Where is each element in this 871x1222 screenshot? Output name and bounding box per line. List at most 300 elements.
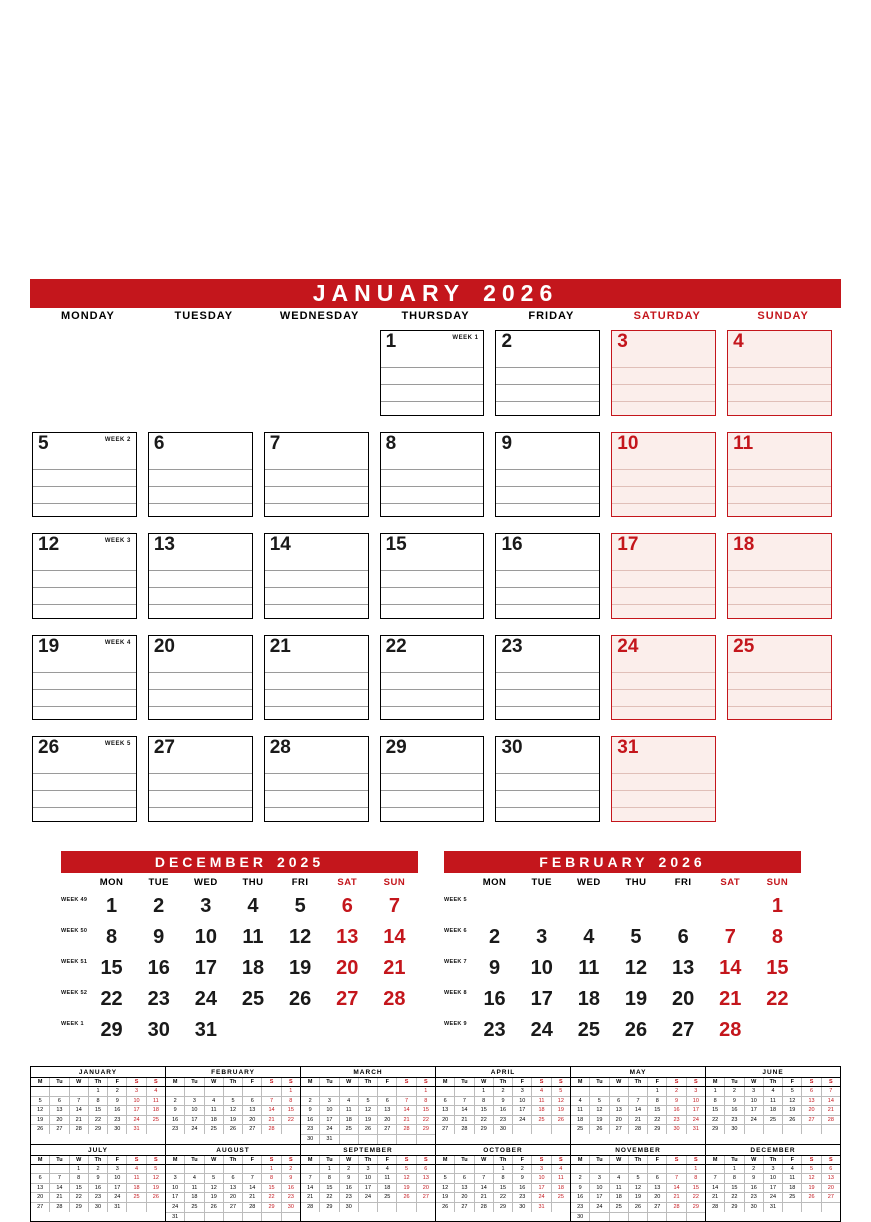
year-strip-day[interactable]: 5 [783, 1087, 802, 1097]
year-strip-month[interactable] [436, 1067, 571, 1144]
year-strip-day[interactable]: 26 [629, 1203, 648, 1213]
year-strip-day[interactable]: 5 [590, 1097, 609, 1107]
year-strip-day[interactable]: 28 [70, 1125, 89, 1134]
year-strip-day[interactable]: 9 [108, 1097, 127, 1107]
year-strip-day[interactable]: 1 [262, 1165, 281, 1175]
day-cell[interactable] [378, 633, 494, 735]
year-strip-day[interactable]: 22 [320, 1193, 339, 1203]
year-strip-day[interactable]: 11 [783, 1174, 802, 1184]
year-strip-day[interactable]: 13 [455, 1184, 474, 1194]
year-strip-day[interactable]: 11 [127, 1174, 146, 1184]
year-strip-day[interactable]: 4 [185, 1174, 204, 1184]
year-strip-day[interactable]: 19 [436, 1193, 455, 1203]
year-strip-day[interactable]: 14 [262, 1106, 281, 1116]
year-strip-day[interactable]: 24 [166, 1203, 185, 1213]
year-strip-day[interactable]: 13 [224, 1184, 243, 1194]
year-strip-day[interactable]: 20 [610, 1116, 629, 1126]
mini-day[interactable]: 7 [388, 895, 400, 917]
mini-day[interactable]: 1 [106, 895, 118, 917]
year-strip-day[interactable]: 30 [89, 1203, 108, 1212]
year-strip-day[interactable]: 10 [590, 1184, 609, 1194]
year-strip-day[interactable]: 22 [70, 1193, 89, 1203]
year-strip-day[interactable]: 9 [571, 1184, 590, 1194]
year-strip-day[interactable]: 1 [320, 1165, 339, 1175]
mini-day[interactable]: 8 [106, 926, 118, 948]
year-strip-day[interactable]: 8 [475, 1097, 494, 1107]
mini-day[interactable]: 6 [677, 926, 689, 948]
year-strip-day[interactable]: 11 [532, 1097, 551, 1107]
year-strip-day[interactable]: 3 [687, 1087, 705, 1097]
day-cell[interactable] [609, 734, 725, 836]
year-strip-day[interactable]: 4 [378, 1165, 397, 1175]
year-strip-day[interactable]: 7 [667, 1174, 686, 1184]
year-strip-day[interactable]: 14 [455, 1106, 474, 1116]
year-strip-day[interactable]: 12 [397, 1174, 416, 1184]
year-strip-day[interactable]: 6 [224, 1174, 243, 1184]
year-strip-day[interactable]: 11 [571, 1106, 590, 1116]
year-strip-day[interactable]: 7 [301, 1174, 320, 1184]
year-strip-day[interactable]: 20 [436, 1116, 455, 1126]
year-strip-day[interactable]: 9 [745, 1174, 764, 1184]
year-strip-day[interactable]: 9 [513, 1174, 532, 1184]
year-strip-day[interactable]: 18 [378, 1184, 397, 1194]
year-strip-day[interactable]: 4 [764, 1087, 783, 1097]
year-strip-month[interactable] [301, 1067, 436, 1144]
year-strip-day[interactable]: 10 [359, 1174, 378, 1184]
year-strip-day[interactable]: 25 [185, 1203, 204, 1213]
day-cell[interactable] [378, 734, 494, 836]
day-cell[interactable] [725, 328, 841, 430]
year-strip-day[interactable]: 25 [610, 1203, 629, 1213]
year-strip-day[interactable]: 31 [108, 1203, 127, 1212]
year-strip-day[interactable]: 2 [301, 1097, 320, 1107]
year-strip-day[interactable]: 10 [532, 1174, 551, 1184]
year-strip-day[interactable]: 30 [725, 1125, 744, 1134]
year-strip-day[interactable]: 25 [532, 1116, 551, 1126]
year-strip-day[interactable]: 25 [552, 1193, 570, 1203]
year-strip-day[interactable]: 11 [610, 1184, 629, 1194]
year-strip-day[interactable]: 13 [243, 1106, 262, 1116]
year-strip-day[interactable]: 3 [513, 1087, 532, 1097]
year-strip-day[interactable]: 23 [745, 1193, 764, 1203]
year-strip-day[interactable]: 9 [282, 1174, 300, 1184]
year-strip-day[interactable]: 16 [513, 1184, 532, 1194]
year-strip-day[interactable]: 5 [147, 1165, 165, 1175]
year-strip-day[interactable]: 28 [243, 1203, 262, 1213]
mini-day[interactable]: 19 [289, 957, 312, 979]
year-strip-day[interactable]: 13 [436, 1106, 455, 1116]
year-strip-day[interactable]: 4 [783, 1165, 802, 1175]
year-strip-day[interactable]: 19 [802, 1184, 821, 1194]
day-cell[interactable] [609, 633, 725, 735]
year-strip-day[interactable]: 25 [783, 1193, 802, 1203]
year-strip-day[interactable]: 26 [31, 1125, 50, 1134]
year-strip-day[interactable]: 13 [802, 1097, 821, 1107]
year-strip-day[interactable]: 15 [417, 1106, 435, 1116]
year-strip-day[interactable]: 23 [667, 1116, 686, 1126]
year-strip-day[interactable]: 30 [513, 1203, 532, 1212]
year-strip-day[interactable]: 16 [745, 1184, 764, 1194]
year-strip-day[interactable]: 17 [745, 1106, 764, 1116]
mini-day[interactable]: 16 [147, 957, 170, 979]
year-strip-day[interactable]: 29 [725, 1203, 744, 1212]
year-strip-month[interactable] [166, 1067, 301, 1144]
year-strip-month[interactable] [571, 1067, 706, 1144]
year-strip-day[interactable]: 6 [417, 1165, 435, 1175]
year-strip-day[interactable]: 3 [590, 1174, 609, 1184]
year-strip-day[interactable]: 25 [127, 1193, 146, 1203]
mini-day[interactable]: 4 [583, 926, 595, 948]
mini-day[interactable]: 20 [336, 957, 359, 979]
year-strip-day[interactable]: 21 [262, 1116, 281, 1126]
year-strip-day[interactable]: 2 [282, 1165, 300, 1175]
year-strip-day[interactable]: 24 [745, 1116, 764, 1126]
year-strip-day[interactable]: 9 [166, 1106, 185, 1116]
year-strip-day[interactable]: 21 [301, 1193, 320, 1203]
year-strip-day[interactable]: 15 [475, 1106, 494, 1116]
year-strip-day[interactable]: 20 [455, 1193, 474, 1203]
year-strip-day[interactable]: 18 [147, 1106, 165, 1116]
year-strip-day[interactable]: 26 [552, 1116, 570, 1126]
year-strip-day[interactable]: 30 [301, 1135, 320, 1144]
year-strip-day[interactable]: 1 [475, 1087, 494, 1097]
year-strip-day[interactable]: 17 [687, 1106, 705, 1116]
year-strip-day[interactable]: 6 [455, 1174, 474, 1184]
year-strip-day[interactable]: 24 [532, 1193, 551, 1203]
mini-day[interactable]: 17 [530, 988, 553, 1010]
mini-day[interactable]: 2 [489, 926, 501, 948]
year-strip-day[interactable]: 24 [764, 1193, 783, 1203]
year-strip-day[interactable]: 18 [340, 1116, 359, 1126]
year-strip-day[interactable]: 5 [552, 1087, 570, 1097]
year-strip-day[interactable]: 25 [147, 1116, 165, 1126]
year-strip-day[interactable]: 27 [417, 1193, 435, 1203]
year-strip-day[interactable]: 30 [667, 1125, 686, 1134]
year-strip-day[interactable]: 14 [243, 1184, 262, 1194]
year-strip-day[interactable]: 16 [166, 1116, 185, 1126]
day-cell[interactable] [493, 328, 609, 430]
year-strip-day[interactable]: 7 [475, 1174, 494, 1184]
year-strip-month[interactable] [706, 1145, 840, 1222]
year-strip-day[interactable]: 31 [320, 1135, 339, 1144]
mini-day[interactable]: 5 [630, 926, 642, 948]
day-cell[interactable] [378, 531, 494, 633]
year-strip-day[interactable]: 2 [108, 1087, 127, 1097]
mini-day[interactable]: 26 [624, 1019, 648, 1041]
mini-day[interactable]: 13 [336, 926, 359, 948]
year-strip-day[interactable]: 21 [706, 1193, 725, 1203]
year-strip-day[interactable]: 1 [70, 1165, 89, 1175]
year-strip-day[interactable]: 27 [31, 1203, 50, 1212]
year-strip-day[interactable]: 13 [648, 1184, 667, 1194]
year-strip-day[interactable]: 21 [667, 1193, 686, 1203]
year-strip-day[interactable]: 27 [455, 1203, 474, 1212]
year-strip-day[interactable]: 26 [590, 1125, 609, 1134]
year-strip-day[interactable]: 20 [802, 1106, 821, 1116]
year-strip-day[interactable]: 9 [494, 1097, 513, 1107]
year-strip-day[interactable]: 17 [185, 1116, 204, 1126]
mini-day[interactable]: 8 [771, 926, 783, 948]
year-strip-day[interactable]: 20 [648, 1193, 667, 1203]
day-cell[interactable] [262, 531, 378, 633]
year-strip-day[interactable]: 16 [282, 1184, 300, 1194]
year-strip-day[interactable]: 15 [687, 1184, 705, 1194]
year-strip-day[interactable]: 19 [31, 1116, 50, 1126]
year-strip-day[interactable]: 30 [282, 1203, 300, 1213]
year-strip-day[interactable]: 12 [629, 1184, 648, 1194]
year-strip-day[interactable]: 8 [648, 1097, 667, 1107]
year-strip-day[interactable]: 7 [455, 1097, 474, 1107]
day-cell[interactable] [262, 734, 378, 836]
year-strip-day[interactable]: 5 [397, 1165, 416, 1175]
year-strip-day[interactable]: 9 [301, 1106, 320, 1116]
year-strip-month[interactable] [301, 1145, 436, 1222]
year-strip-day[interactable]: 14 [706, 1184, 725, 1194]
year-strip-day[interactable]: 24 [108, 1193, 127, 1203]
day-cell[interactable] [30, 633, 146, 735]
year-strip-day[interactable]: 10 [764, 1174, 783, 1184]
year-strip-day[interactable]: 28 [822, 1116, 840, 1126]
year-strip-day[interactable]: 24 [320, 1125, 339, 1135]
mini-day[interactable]: 23 [147, 988, 170, 1010]
year-strip-day[interactable]: 27 [436, 1125, 455, 1134]
mini-day[interactable]: 10 [194, 926, 217, 948]
year-strip-day[interactable]: 18 [127, 1184, 146, 1194]
year-strip-day[interactable]: 12 [436, 1184, 455, 1194]
year-strip-day[interactable]: 10 [185, 1106, 204, 1116]
year-strip-day[interactable]: 17 [320, 1116, 339, 1126]
year-strip-day[interactable]: 30 [494, 1125, 513, 1134]
year-strip-day[interactable]: 30 [340, 1203, 359, 1212]
year-strip-day[interactable]: 20 [378, 1116, 397, 1126]
year-strip-day[interactable]: 18 [532, 1106, 551, 1116]
year-strip-day[interactable]: 15 [494, 1184, 513, 1194]
year-strip-day[interactable]: 1 [706, 1087, 725, 1097]
year-strip-day[interactable]: 15 [89, 1106, 108, 1116]
day-cell[interactable] [493, 633, 609, 735]
year-strip-day[interactable]: 29 [706, 1125, 725, 1134]
year-strip-day[interactable]: 12 [224, 1106, 243, 1116]
year-strip-day[interactable]: 2 [571, 1174, 590, 1184]
year-strip-day[interactable]: 12 [783, 1097, 802, 1107]
day-cell[interactable] [725, 430, 841, 532]
year-strip-day[interactable]: 18 [610, 1193, 629, 1203]
year-strip-day[interactable]: 26 [359, 1125, 378, 1135]
year-strip-day[interactable]: 13 [378, 1106, 397, 1116]
year-strip-day[interactable]: 8 [494, 1174, 513, 1184]
year-strip-day[interactable]: 14 [301, 1184, 320, 1194]
mini-day[interactable]: 26 [289, 988, 312, 1010]
mini-day[interactable]: 12 [289, 926, 312, 948]
year-strip-day[interactable]: 6 [436, 1097, 455, 1107]
year-strip-day[interactable]: 17 [764, 1184, 783, 1194]
day-cell[interactable] [609, 328, 725, 430]
mini-day[interactable]: 3 [200, 895, 212, 917]
mini-day[interactable]: 21 [719, 988, 742, 1010]
year-strip-day[interactable]: 11 [340, 1106, 359, 1116]
mini-day[interactable]: 25 [241, 988, 265, 1010]
year-strip-day[interactable]: 18 [571, 1116, 590, 1126]
year-strip-day[interactable]: 25 [205, 1125, 224, 1134]
year-strip-day[interactable]: 27 [610, 1125, 629, 1134]
year-strip-day[interactable]: 22 [475, 1116, 494, 1126]
mini-day[interactable]: 11 [578, 957, 600, 979]
year-strip-day[interactable]: 26 [436, 1203, 455, 1212]
year-strip-day[interactable]: 23 [513, 1193, 532, 1203]
year-strip-day[interactable]: 1 [282, 1087, 300, 1097]
year-strip-month[interactable] [436, 1145, 571, 1222]
year-strip-day[interactable]: 13 [31, 1184, 50, 1194]
year-strip-day[interactable]: 6 [243, 1097, 262, 1107]
year-strip-day[interactable]: 29 [70, 1203, 89, 1212]
year-strip-day[interactable]: 30 [571, 1213, 590, 1222]
mini-day[interactable]: 27 [672, 1019, 695, 1041]
mini-day[interactable]: 24 [194, 988, 217, 1010]
year-strip-day[interactable]: 1 [687, 1165, 705, 1175]
mini-day[interactable]: 25 [577, 1019, 600, 1041]
mini-day[interactable]: 11 [242, 926, 264, 948]
year-strip-day[interactable]: 13 [417, 1174, 435, 1184]
year-strip-day[interactable]: 24 [687, 1116, 705, 1126]
year-strip-day[interactable]: 16 [301, 1116, 320, 1126]
year-strip-day[interactable]: 3 [166, 1174, 185, 1184]
mini-day[interactable]: 27 [336, 988, 359, 1010]
year-strip-day[interactable]: 17 [166, 1193, 185, 1203]
year-strip-day[interactable]: 9 [725, 1097, 744, 1107]
day-cell[interactable] [146, 430, 262, 532]
year-strip-day[interactable]: 4 [147, 1087, 165, 1097]
day-cell[interactable] [609, 531, 725, 633]
year-strip-day[interactable]: 10 [513, 1097, 532, 1107]
year-strip-day[interactable]: 13 [610, 1106, 629, 1116]
year-strip-day[interactable]: 7 [243, 1174, 262, 1184]
year-strip-day[interactable]: 8 [417, 1097, 435, 1107]
year-strip-day[interactable]: 22 [494, 1193, 513, 1203]
mini-day[interactable]: 28 [719, 1019, 742, 1041]
year-strip-day[interactable]: 11 [764, 1097, 783, 1107]
year-strip-day[interactable]: 28 [475, 1203, 494, 1212]
year-strip-day[interactable]: 15 [70, 1184, 89, 1194]
year-strip-day[interactable]: 23 [571, 1203, 590, 1213]
year-strip-day[interactable]: 8 [262, 1174, 281, 1184]
mini-day[interactable]: 17 [194, 957, 217, 979]
year-strip-day[interactable]: 28 [667, 1203, 686, 1213]
year-strip-day[interactable]: 21 [50, 1193, 69, 1203]
year-strip-day[interactable]: 26 [802, 1193, 821, 1203]
mini-day[interactable]: 14 [383, 926, 406, 948]
year-strip-day[interactable]: 23 [725, 1116, 744, 1126]
day-cell[interactable] [493, 734, 609, 836]
year-strip-day[interactable]: 28 [629, 1125, 648, 1134]
year-strip-day[interactable]: 9 [667, 1097, 686, 1107]
year-strip-day[interactable]: 11 [378, 1174, 397, 1184]
year-strip-day[interactable]: 21 [397, 1116, 416, 1126]
mini-day[interactable]: 18 [577, 988, 600, 1010]
year-strip-day[interactable]: 4 [205, 1097, 224, 1107]
year-strip-month[interactable] [706, 1067, 840, 1144]
year-strip-day[interactable]: 14 [629, 1106, 648, 1116]
year-strip-day[interactable]: 12 [359, 1106, 378, 1116]
year-strip-day[interactable]: 26 [397, 1193, 416, 1203]
mini-day[interactable]: 15 [100, 957, 123, 979]
mini-day[interactable]: 15 [766, 957, 789, 979]
mini-day[interactable]: 23 [483, 1019, 506, 1041]
day-cell[interactable] [378, 328, 494, 430]
year-strip-day[interactable]: 27 [224, 1203, 243, 1213]
year-strip-day[interactable]: 19 [552, 1106, 570, 1116]
year-strip-day[interactable]: 17 [513, 1106, 532, 1116]
year-strip-day[interactable]: 20 [50, 1116, 69, 1126]
mini-day[interactable]: 10 [530, 957, 553, 979]
year-strip-day[interactable]: 27 [802, 1116, 821, 1126]
year-strip-day[interactable]: 4 [340, 1097, 359, 1107]
year-strip-day[interactable]: 8 [320, 1174, 339, 1184]
year-strip-day[interactable]: 1 [417, 1087, 435, 1097]
year-strip-day[interactable]: 5 [436, 1174, 455, 1184]
year-strip-day[interactable]: 3 [745, 1087, 764, 1097]
year-strip-day[interactable]: 18 [764, 1106, 783, 1116]
year-strip-day[interactable]: 12 [31, 1106, 50, 1116]
mini-day[interactable]: 7 [724, 926, 736, 948]
year-strip-day[interactable]: 3 [532, 1165, 551, 1175]
year-strip-day[interactable]: 16 [340, 1184, 359, 1194]
mini-day[interactable]: 9 [153, 926, 165, 948]
year-strip-day[interactable]: 5 [359, 1097, 378, 1107]
year-strip-day[interactable]: 21 [455, 1116, 474, 1126]
mini-day[interactable]: 30 [147, 1019, 170, 1041]
year-strip-day[interactable]: 22 [648, 1116, 667, 1126]
year-strip-day[interactable]: 15 [648, 1106, 667, 1116]
year-strip-day[interactable]: 22 [725, 1193, 744, 1203]
year-strip-day[interactable]: 9 [340, 1174, 359, 1184]
year-strip-day[interactable]: 12 [590, 1106, 609, 1116]
year-strip-day[interactable]: 15 [320, 1184, 339, 1194]
year-strip-day[interactable]: 19 [397, 1184, 416, 1194]
year-strip-day[interactable]: 15 [725, 1184, 744, 1194]
year-strip-day[interactable]: 23 [301, 1125, 320, 1135]
year-strip-day[interactable]: 23 [89, 1193, 108, 1203]
year-strip-day[interactable]: 22 [89, 1116, 108, 1126]
year-strip-day[interactable]: 21 [475, 1193, 494, 1203]
year-strip-day[interactable]: 14 [475, 1184, 494, 1194]
year-strip-day[interactable]: 20 [224, 1193, 243, 1203]
day-cell[interactable] [30, 430, 146, 532]
year-strip-day[interactable]: 13 [822, 1174, 840, 1184]
day-cell[interactable] [493, 531, 609, 633]
day-cell[interactable] [378, 430, 494, 532]
year-strip-day[interactable]: 2 [89, 1165, 108, 1175]
year-strip-day[interactable]: 31 [166, 1213, 185, 1222]
year-strip-day[interactable]: 9 [89, 1174, 108, 1184]
year-strip-day[interactable]: 17 [590, 1193, 609, 1203]
year-strip-day[interactable]: 14 [667, 1184, 686, 1194]
mini-day[interactable]: 9 [489, 957, 501, 979]
year-strip-day[interactable]: 11 [147, 1097, 165, 1107]
year-strip-day[interactable]: 14 [822, 1097, 840, 1107]
year-strip-day[interactable]: 19 [629, 1193, 648, 1203]
year-strip-day[interactable]: 17 [108, 1184, 127, 1194]
year-strip-day[interactable]: 30 [108, 1125, 127, 1134]
year-strip-day[interactable]: 25 [764, 1116, 783, 1126]
mini-day[interactable]: 29 [100, 1019, 123, 1041]
year-strip-day[interactable]: 23 [166, 1125, 185, 1134]
year-strip-day[interactable]: 31 [764, 1203, 783, 1212]
year-strip-day[interactable]: 2 [494, 1087, 513, 1097]
year-strip-day[interactable]: 25 [378, 1193, 397, 1203]
year-strip-day[interactable]: 16 [571, 1193, 590, 1203]
year-strip-day[interactable]: 24 [513, 1116, 532, 1126]
year-strip-day[interactable]: 27 [378, 1125, 397, 1135]
